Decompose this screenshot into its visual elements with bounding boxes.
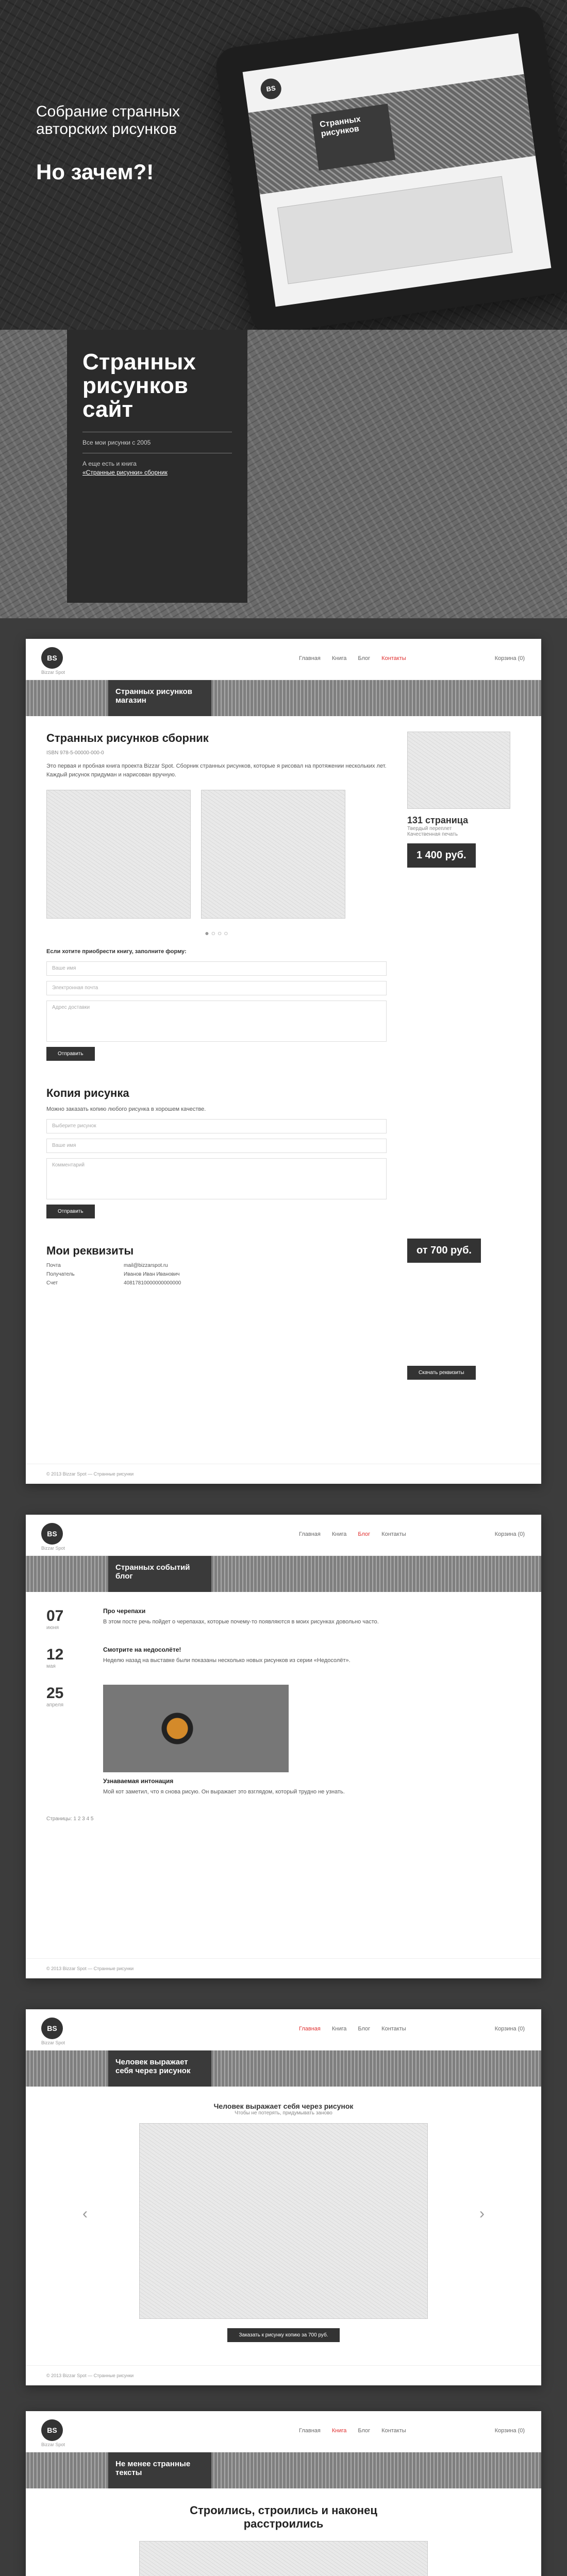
post-text: Неделю назад на выставке были показаны несколько новых рисунков из серии «Недосолёт». (103, 1657, 351, 1664)
post-day: 25 (46, 1685, 64, 1702)
req-value: Иванов Иван Иванович (124, 1272, 180, 1277)
copy-text: Можно заказать копию любого рисунка в хорошем качестве. (46, 1106, 206, 1112)
nav-item-blog[interactable]: Блог (358, 2026, 371, 2032)
post-title[interactable]: Узнаваемая интонация (103, 1777, 174, 1785)
download-requisites-button[interactable]: Скачать реквизиты (407, 1366, 476, 1380)
main-nav (299, 2428, 525, 2434)
tablet-screen (243, 33, 552, 307)
book-price: 1 400 руб. (407, 843, 476, 868)
tablet-mockup (213, 4, 567, 336)
post-month: апреля (46, 1702, 64, 1708)
shop-body (26, 716, 541, 1395)
gallery-subcaption: Чтобы не потерять, придумывать заново (235, 2110, 332, 2116)
book-spread-left[interactable] (46, 790, 191, 919)
post-month: мая (46, 1664, 56, 1669)
post-day: 07 (46, 1607, 64, 1624)
hero (0, 0, 567, 330)
requisites-row (46, 1280, 387, 1286)
chevron-right-icon[interactable]: › (479, 2205, 485, 2222)
product-title: Странных рисунков сборник (46, 732, 209, 744)
book-pages: 131 страница (407, 815, 469, 825)
tablet-logo: BS (259, 77, 282, 100)
band-title: Не менее странные тексты (108, 2452, 211, 2488)
artwork-select[interactable]: Выберите рисунок (46, 1119, 387, 1133)
site-logo[interactable]: BS (41, 2419, 63, 2441)
poster-band (0, 330, 567, 618)
copy-title: Копия рисунка (46, 1087, 129, 1099)
main-nav (299, 1531, 525, 1537)
nav-cart[interactable]: Корзина (0) (494, 655, 525, 662)
post-title[interactable]: Про черепахи (103, 1607, 146, 1615)
blog-post (46, 1646, 521, 1670)
nav-item-book[interactable]: Книга (331, 2428, 347, 2434)
order-copy-button[interactable]: Заказать к рисунку копию за 700 руб. (227, 2328, 339, 2342)
nav-item-home[interactable]: Главная (299, 1531, 321, 1537)
tablet-box-title: Странных рисунков (311, 104, 395, 171)
req-value: 40817810000000000000 (124, 1280, 181, 1286)
submit-button[interactable]: Отправить (46, 1047, 95, 1061)
blog-page-card (26, 1515, 541, 1978)
book-print: Качественная печать (407, 832, 458, 837)
site-logo[interactable]: BS (41, 647, 63, 669)
req-label: Получатель (46, 1272, 75, 1277)
band-title: Человек выражает себя через рисунок (108, 2050, 211, 2087)
book-spread-right[interactable] (201, 790, 345, 919)
site-logo-caption: Bizzar Spot (41, 1546, 65, 1551)
poster-note: А еще есть и книга (82, 460, 137, 467)
requisites-row (46, 1272, 387, 1277)
requisites-title: Мои реквизиты (46, 1244, 134, 1257)
site-logo-caption: Bizzar Spot (41, 2442, 65, 2447)
shop-page-card (26, 639, 541, 1484)
article-artwork[interactable] (139, 2541, 428, 2576)
pagination[interactable]: Страницы: 1 2 3 4 5 (46, 1816, 94, 1822)
band-title: Странных рисунков магазин (108, 680, 211, 716)
site-footer: © 2013 Bizzar Spot — Странные рисунки (26, 1464, 541, 1484)
site-logo[interactable]: BS (41, 2018, 63, 2039)
gallery-artwork[interactable] (139, 2123, 428, 2319)
copy-comment-field[interactable]: Комментарий (46, 1158, 387, 1199)
gallery-body (26, 2087, 541, 2358)
copy-name-field[interactable]: Ваше имя (46, 1139, 387, 1153)
section-band (26, 1556, 541, 1592)
address-field[interactable]: Адрес доставки (46, 1001, 387, 1042)
product-sidebar (407, 732, 521, 1380)
post-title[interactable]: Смотрите на недосолёте! (103, 1646, 181, 1653)
book-cover-image[interactable] (407, 732, 510, 809)
hero-question: Но зачем?! (36, 160, 154, 184)
site-header (26, 639, 541, 680)
copy-price: от 700 руб. (407, 1239, 481, 1263)
req-label: Почта (46, 1263, 61, 1268)
post-date (46, 1607, 93, 1632)
site-logo-caption: Bizzar Spot (41, 670, 65, 675)
slider-dots[interactable]: ● ○ ○ ○ (205, 929, 228, 937)
poster-box (67, 330, 247, 603)
site-footer: © 2013 Bizzar Spot — Странные рисунки (26, 1958, 541, 1978)
book-cover: Твердый переплет (407, 826, 452, 832)
post-date (46, 1646, 93, 1670)
main-nav (299, 2026, 525, 2032)
name-field[interactable]: Ваше имя (46, 961, 387, 976)
req-label: Счет (46, 1280, 58, 1286)
post-day: 12 (46, 1646, 64, 1663)
section-band (26, 2452, 541, 2488)
section-band (26, 680, 541, 716)
nav-item-home[interactable]: Главная (299, 2428, 321, 2434)
nav-item-book[interactable]: Книга (331, 2026, 347, 2032)
nav-item-book[interactable]: Книга (331, 1531, 347, 1537)
poster-book-link[interactable]: «Странные рисунки» сборник (82, 469, 168, 476)
product-intro: Это первая и пробная книга проекта Bizzar Spot. Сборник странных рисунков, которые я рисовал на протяжении нескольких лет. Каждый рисунок придуман и нарисован вручную. (46, 763, 387, 778)
hero-title: Собрание странных авторских рисунков (36, 103, 180, 138)
site-logo[interactable]: BS (41, 1523, 63, 1545)
post-month: июня (46, 1625, 59, 1631)
blog-post (46, 1607, 521, 1632)
poster-subtitle: Все мои рисунки с 2005 (82, 439, 151, 446)
article-page-card (26, 2411, 541, 2576)
email-field[interactable]: Электронная почта (46, 981, 387, 995)
nav-item-book[interactable]: Книга (331, 655, 347, 662)
product-isbn: ISBN 978-5-00000-000-0 (46, 750, 104, 756)
nav-item-blog[interactable]: Блог (358, 2428, 371, 2434)
requisites-row (46, 1263, 387, 1268)
site-footer: © 2013 Bizzar Spot — Странные рисунки (26, 2365, 541, 2385)
post-date (46, 1685, 93, 1802)
site-header (26, 2009, 541, 2050)
nav-item-home[interactable]: Главная (299, 655, 321, 662)
band-title: Странных событий блог (108, 1556, 211, 1592)
nav-item-contacts[interactable]: Контакты (381, 655, 406, 662)
article-title: Строились, строились и наконец расстроились (190, 2504, 377, 2530)
article-body (26, 2488, 541, 2576)
cat-photo[interactable] (103, 1685, 289, 1772)
nav-cart[interactable]: Корзина (0) (494, 2428, 525, 2434)
blog-body (26, 1592, 541, 1837)
site-header (26, 2411, 541, 2452)
nav-cart[interactable]: Корзина (0) (494, 1531, 525, 1537)
site-logo-caption: Bizzar Spot (41, 2040, 65, 2045)
req-value: mail@bizzarspot.ru (124, 1263, 168, 1268)
form-title: Если хотите приобрести книгу, заполните форму: (46, 948, 187, 955)
blog-post (46, 1685, 521, 1802)
chevron-left-icon[interactable]: ‹ (82, 2205, 88, 2222)
nav-item-contacts[interactable]: Контакты (381, 2026, 406, 2032)
main-nav (299, 655, 525, 662)
post-text: Мой кот заметил, что я снова рисую. Он выражает это взглядом, который трудно не узнать. (103, 1789, 345, 1795)
site-header (26, 1515, 541, 1556)
nav-cart[interactable]: Корзина (0) (494, 2026, 525, 2032)
nav-item-contacts[interactable]: Контакты (381, 1531, 406, 1537)
section-band (26, 2050, 541, 2087)
tablet-artwork (277, 176, 513, 284)
gallery-page-card (26, 2009, 541, 2385)
nav-item-blog[interactable]: Блог (358, 655, 371, 662)
copy-submit-button[interactable]: Отправить (46, 1205, 95, 1218)
nav-item-home[interactable]: Главная (299, 2026, 321, 2032)
post-text: В этом посте речь пойдет о черепахах, которые почему-то появляются в моих рисунках довольно часто. (103, 1619, 379, 1625)
gallery-caption: Человек выражает себя через рисунок (213, 2102, 354, 2110)
nav-item-contacts[interactable]: Контакты (381, 2428, 406, 2434)
poster-title: Странных рисунков сайт (82, 349, 196, 422)
nav-item-blog[interactable]: Блог (358, 1531, 371, 1537)
